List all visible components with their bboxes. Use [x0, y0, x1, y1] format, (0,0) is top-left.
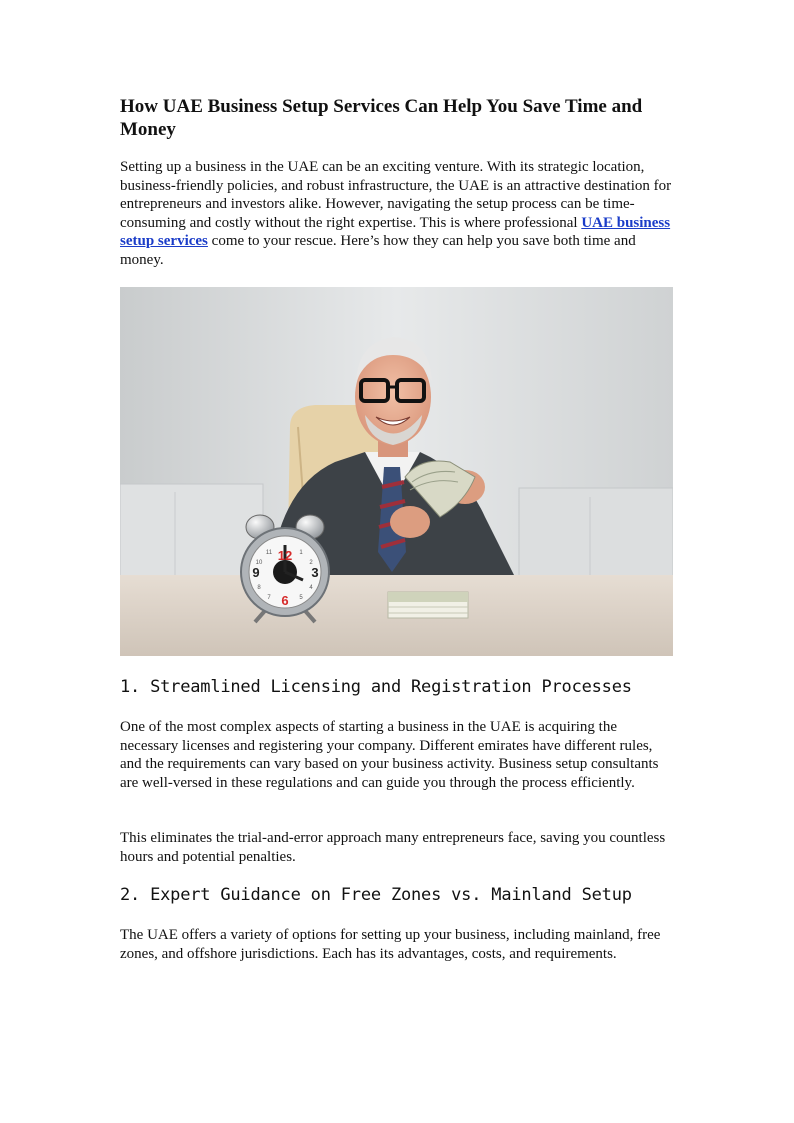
section-heading: 1. Streamlined Licensing and Registration Processes	[120, 677, 632, 697]
clock-number: 9	[252, 565, 260, 580]
clock-number: 8	[257, 585, 261, 591]
clock-number: 6	[281, 593, 289, 608]
intro-text-start: Setting up a business in the UAE can be an exciting venture. With its strategic location, business-friendly policies, and robust infrastructure, the UAE is an attractive destination for entrepreneurs and investors alike. However, navigating the setup process can be time-consuming and costly without the right expertise. This is where professional	[120, 159, 672, 231]
clock-number: 4	[309, 585, 313, 591]
clock-number: 2	[309, 560, 313, 566]
intro-text-end: come to your rescue. Here’s how they can help you save both time and money.	[120, 233, 636, 268]
uae-business-setup-link[interactable]: UAE business setup services	[120, 214, 671, 249]
intro-paragraph	[120, 158, 674, 269]
clock-number: 3	[311, 565, 319, 580]
article-title: How UAE Business Setup Services Can Help You Save Time and Money	[120, 96, 643, 140]
section-paragraph: One of the most complex aspects of starting a business in the UAE is acquiring the necessary licenses and registering your company. Different emirates have different rules, and the requirements can vary based on your business activity. Business setup consultants are well-versed in these regulations and can guide you through the process efficiently.	[120, 719, 659, 791]
clock-number: 11	[265, 550, 273, 556]
article-photo	[120, 287, 673, 656]
section-paragraph: The UAE offers a variety of options for setting up your business, including mainland, free zones, and offshore jurisdictions. Each has its advantages, costs, and requirements.	[120, 927, 661, 962]
section-heading: 2. Expert Guidance on Free Zones vs. Mainland Setup	[120, 885, 632, 905]
clock-number: 7	[267, 595, 271, 601]
clock-number: 1	[299, 550, 303, 556]
clock-number: 10	[255, 560, 263, 566]
section-paragraph: This eliminates the trial-and-error approach many entrepreneurs face, saving you countless hours and potential penalties.	[120, 830, 666, 865]
clock-number: 5	[299, 595, 303, 601]
clock-number: 12	[277, 548, 293, 563]
